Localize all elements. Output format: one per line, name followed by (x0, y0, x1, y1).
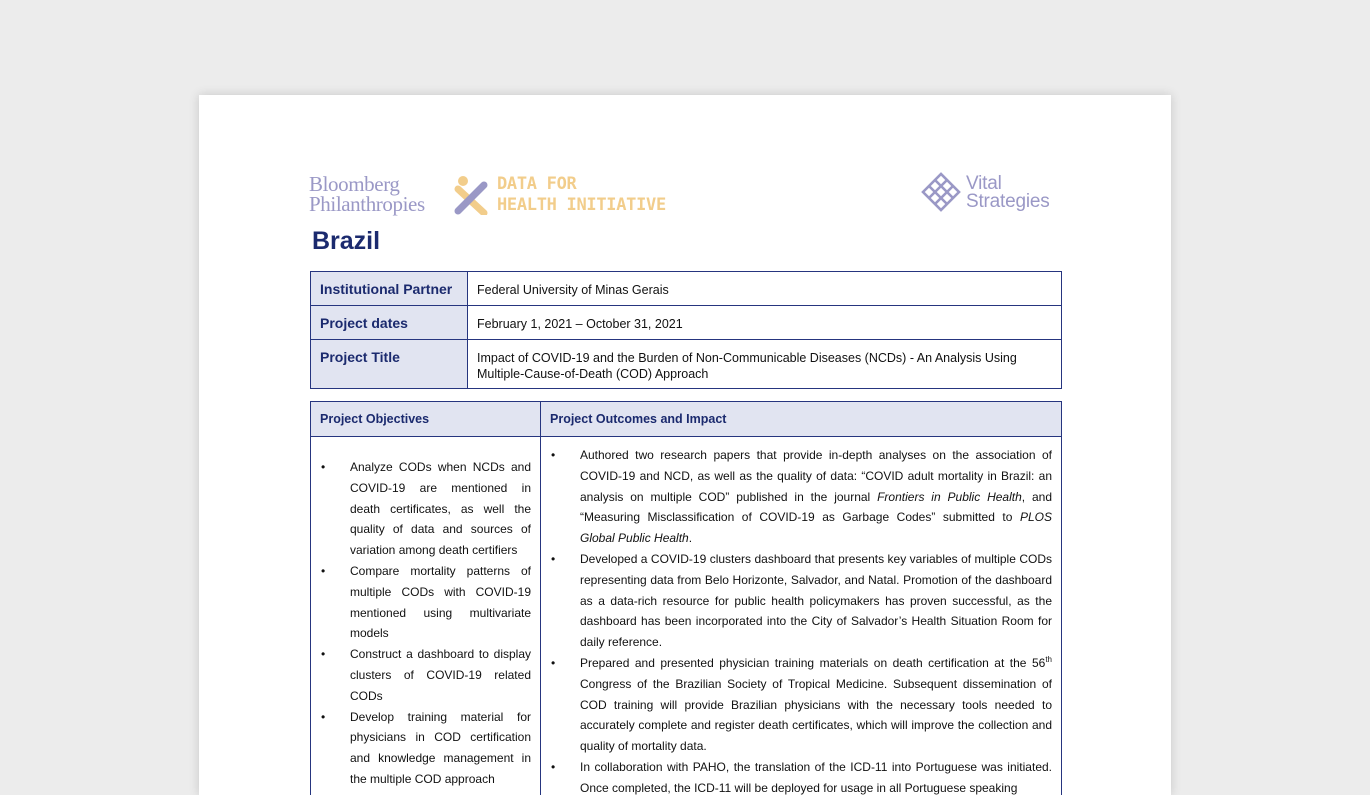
objective-item: • Analyze CODs when NCDs and COVID-19 are mentioned in death certificates, as well the quality of data and sources of variation among death certifiers (350, 457, 531, 561)
bloomberg-philanthropies-logo (309, 174, 425, 214)
d4h-logo-line1: DATA FOR (497, 174, 666, 195)
objectives-header: Project Objectives (311, 402, 541, 437)
journal-name: Frontiers in Public Health (877, 490, 1022, 504)
objectives-header-row (311, 402, 1062, 437)
objectives-list (312, 438, 539, 790)
outcome-item-research-papers (580, 445, 1052, 549)
outcomes-list (542, 438, 1060, 795)
outcomes-cell (541, 437, 1062, 795)
vital-strategies-icon (920, 171, 962, 213)
bloomberg-logo-line1: Bloomberg (309, 174, 425, 194)
project-info-table (310, 271, 1062, 389)
dates-row (311, 306, 1062, 340)
outcome-text: Prepared and presented physician training materials on death certification at the 56 (580, 656, 1045, 670)
objectives-outcomes-table (310, 401, 1062, 795)
partner-label: Institutional Partner (311, 272, 468, 306)
objectives-cell (311, 437, 541, 795)
data-for-health-logo (497, 174, 666, 216)
data-for-health-icon (454, 175, 488, 215)
outcome-item-icd11: • In collaboration with PAHO, the translation of the ICD-11 into Portuguese was initiated. Once completed, the ICD-11 will be deployed for usage in all Portuguese speaking (580, 757, 1052, 795)
partner-row (311, 272, 1062, 306)
objectives-body-row (311, 437, 1062, 795)
outcome-item-dashboard: • Developed a COVID-19 clusters dashboard that presents key variables of multiple CODs representing data from Belo Horizonte, Salvador, and Natal. Promotion of the dashboard as a data-rich resource for public health policymakers has proven successful, as the dashboard has been incorporated into the City of Salvador’s Health Situation Room for daily reference. (580, 549, 1052, 653)
country-title: Brazil (312, 227, 380, 256)
outcomes-header: Project Outcomes and Impact (541, 402, 1062, 437)
outcome-text: , and “Measuring Misclassification of COVID-19 as Garbage Codes” submitted to (580, 490, 1052, 525)
partner-value: Federal University of Minas Gerais (468, 272, 1062, 306)
journal-name: PLOS Global Public Health (580, 510, 1052, 545)
dates-label: Project dates (311, 306, 468, 340)
ordinal-suffix: th (1045, 655, 1052, 664)
document-page (199, 95, 1171, 795)
outcome-text: Congress of the Brazilian Society of Tropical Medicine. Subsequent dissemination of COD training will provide Brazilian physicians with the necessary tools needed to accurately complete and register death certificates, which will improve the collection and quality of mortality data. (580, 677, 1052, 753)
title-value: Impact of COVID-19 and the Burden of Non-Communicable Diseases (NCDs) - An Analysis Using Multiple-Cause-of-Death (COD) Approach (468, 340, 1062, 389)
vital-logo-line1: Vital (966, 175, 1050, 193)
dates-value: February 1, 2021 – October 31, 2021 (468, 306, 1062, 340)
objective-item: • Compare mortality patterns of multiple CODs with COVID-19 mentioned using multivariate models (350, 561, 531, 644)
objective-item: • Develop training material for physicians in COD certification and knowledge management in the multiple COD approach (350, 707, 531, 790)
objective-item: • Construct a dashboard to display clusters of COVID-19 related CODs (350, 644, 531, 706)
outcome-item-training (580, 653, 1052, 757)
d4h-logo-line2: HEALTH INITIATIVE (497, 195, 666, 216)
bloomberg-logo-line2: Philanthropies (309, 194, 425, 214)
vital-strategies-logo (966, 175, 1050, 211)
title-row (311, 340, 1062, 389)
outcome-text: . (689, 531, 692, 545)
title-label: Project Title (311, 340, 468, 389)
vital-logo-line2: Strategies (966, 193, 1050, 211)
outcome-text: Authored two research papers that provide in-depth analyses on the association of COVID-19 and NCD, as well as the quality of data: “COVID adult mortality in Brazil: an analysis on multiple COD” published in the journal (580, 448, 1052, 504)
